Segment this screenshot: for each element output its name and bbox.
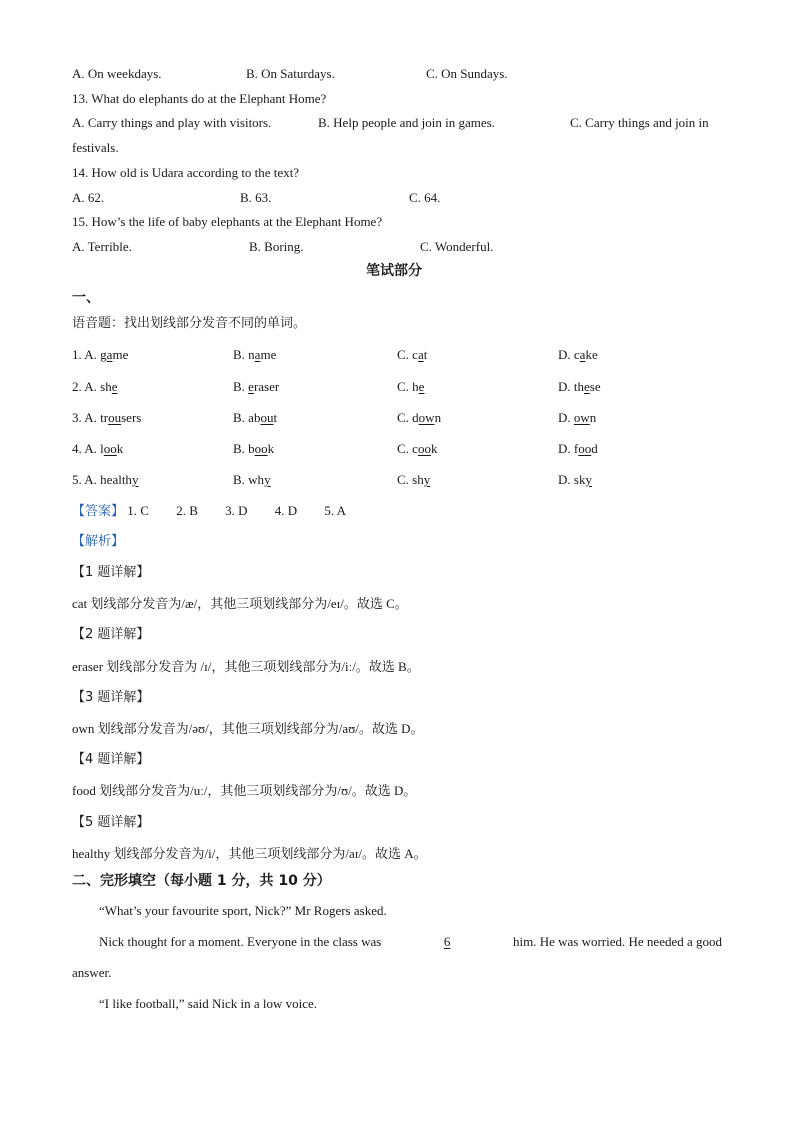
detail-5-text: healthy 划线部分发音为/i/，其他三项划线部分为/aɪ/。故选 A。 <box>72 846 427 861</box>
detail-3-title: 【3 题详解】 <box>72 690 150 705</box>
word-part: health <box>100 472 132 487</box>
phonics-q2-option-b <box>233 379 279 395</box>
phonics-q3-option-c <box>397 410 441 426</box>
detail-2-title: 【2 题详解】 <box>72 627 150 642</box>
phonics-q1-option-c <box>397 347 427 363</box>
word-part: C. h <box>397 379 419 394</box>
q13-option-c: C. Carry things and join in <box>570 115 709 130</box>
underlined-letters: ow <box>418 410 435 425</box>
q14-stem: 14. How old is Udara according to the text? <box>72 165 300 180</box>
underlined-letters: a <box>579 347 586 362</box>
q12-option-a: A. On weekdays. <box>72 66 162 81</box>
part2-paragraph-1: “What’s your favourite sport, Nick?” Mr Rogers asked. <box>99 903 387 918</box>
q14-option-b: B. 63. <box>240 190 272 205</box>
word-part: d <box>591 441 598 456</box>
word-part: D. th <box>558 379 584 394</box>
answer-5: 5. A <box>324 503 347 518</box>
section-title: 笔试部分 <box>366 263 422 279</box>
word-part: t <box>423 347 428 362</box>
phonics-q4-option-c <box>397 441 437 457</box>
word-part: C. d <box>397 410 419 425</box>
part2-title: 二、完形填空（每小题 1 分，共 10 分） <box>72 873 331 889</box>
underlined-letters: e <box>248 379 254 394</box>
underlined-letters: oo <box>103 441 117 456</box>
phonics-q5-option-c <box>397 472 430 488</box>
underlined-letters: oo <box>417 441 431 456</box>
answer-label: 【答案】 <box>72 504 125 519</box>
detail-1-title: 【1 题详解】 <box>72 565 150 580</box>
underlined-letters: a <box>417 347 424 362</box>
phonics-q4-option-b <box>233 441 274 457</box>
word-part: k <box>430 441 438 456</box>
underlined-letters: a <box>254 347 261 362</box>
detail-4-title: 【4 题详解】 <box>72 752 150 767</box>
underlined-letters: e <box>584 379 590 394</box>
phonics-q2-option-c <box>397 379 424 395</box>
phonics-q3-option-a <box>72 410 141 426</box>
q13-option-b: B. Help people and join in games. <box>318 115 495 130</box>
word-part: raser <box>253 379 280 394</box>
word-part: sh <box>100 379 112 394</box>
q15-option-b: B. Boring. <box>249 239 304 254</box>
phonics-q3-option-b <box>233 410 277 426</box>
phonics-q2-option-a <box>72 379 118 395</box>
word-part: C. sh <box>397 472 424 487</box>
word-part: 3. A. <box>72 410 101 425</box>
word-part: B. <box>233 379 249 394</box>
q15-option-a: A. Terrible. <box>72 239 132 254</box>
answer-line <box>72 503 346 520</box>
detail-3-text: own 划线部分发音为/əʊ/，其他三项划线部分为/aʊ/。故选 D。 <box>72 721 424 736</box>
underlined-letters: y <box>585 472 592 487</box>
phonics-q5-option-a <box>72 472 138 488</box>
underlined-letters: e <box>418 379 425 394</box>
blank-6[interactable]: 6 <box>443 934 451 949</box>
word-part: D. c <box>558 347 580 362</box>
phonics-q1-option-d <box>558 347 598 363</box>
word-part: sers <box>121 410 142 425</box>
p2-text-after: him. He was worried. He needed a good <box>512 934 722 949</box>
word-part: 1. A. <box>72 347 101 362</box>
part1-number: 一、 <box>72 290 100 306</box>
word-part: n <box>434 410 442 425</box>
q15-stem: 15. How’s the life of baby elephants at the Elephant Home? <box>72 214 383 229</box>
word-part: D. <box>558 410 574 425</box>
q13-option-c-cont: festivals. <box>72 140 119 155</box>
word-part: g <box>100 347 107 362</box>
underlined-letters: y <box>264 472 271 487</box>
q13-stem: 13. What do elephants do at the Elephant Home? <box>72 91 327 106</box>
underlined-letters: oo <box>254 441 268 456</box>
answer-3: 3. D <box>225 503 248 518</box>
word-part: B. b <box>233 441 255 456</box>
detail-5-title: 【5 题详解】 <box>72 815 150 830</box>
phonics-q5-option-d <box>558 472 592 488</box>
detail-4-text: food 划线部分发音为/uː/，其他三项划线部分为/ʊ/。故选 D。 <box>72 783 417 798</box>
word-part: D. f <box>558 441 579 456</box>
detail-1-text: cat 划线部分发音为/æ/，其他三项划线部分为/eɪ/。故选 C。 <box>72 596 408 611</box>
phonics-q5-option-b <box>233 472 271 488</box>
part2-paragraph-3: “I like football,” said Nick in a low voice. <box>99 996 318 1011</box>
word-part: me <box>260 347 277 362</box>
word-part: 4. A. <box>72 441 101 456</box>
q14-option-c: C. 64. <box>409 190 441 205</box>
answer-1: 1. C <box>127 503 149 518</box>
word-part: l <box>100 441 104 456</box>
phonics-q1-option-a <box>72 347 128 363</box>
word-part: me <box>112 347 129 362</box>
word-part: C. c <box>397 441 418 456</box>
part1-instruction: 语音题：找出划线部分发音不同的单词。 <box>72 316 307 331</box>
answer-2: 2. B <box>176 503 198 518</box>
q12-option-c: C. On Sundays. <box>426 66 508 81</box>
phonics-q4-option-a <box>72 441 123 457</box>
underlined-letters: y <box>423 472 431 487</box>
word-part: se <box>589 379 601 394</box>
word-part: k <box>116 441 124 456</box>
underlined-letters: oo <box>578 441 592 456</box>
phonics-q1-option-b <box>233 347 276 363</box>
word-part: D. sk <box>558 472 586 487</box>
p2-text-before: Nick thought for a moment. Everyone in the class was <box>99 934 382 949</box>
underlined-letters: a <box>106 347 113 362</box>
underlined-letters: e <box>111 379 118 394</box>
word-part: B. wh <box>233 472 265 487</box>
phonics-q3-option-d <box>558 410 596 426</box>
underlined-letters: ou <box>108 410 122 425</box>
word-part: C. c <box>397 347 418 362</box>
phonics-q4-option-d <box>558 441 598 457</box>
q13-option-a: A. Carry things and play with visitors. <box>72 115 272 130</box>
q12-option-b: B. On Saturdays. <box>246 66 335 81</box>
word-part: 2. A. <box>72 379 101 394</box>
underlined-letters: ow <box>573 410 590 425</box>
underlined-letters: ou <box>260 410 274 425</box>
analysis-label: 【解析】 <box>72 534 125 549</box>
word-part: B. n <box>233 347 255 362</box>
word-part: ke <box>585 347 598 362</box>
q14-option-a: A. 62. <box>72 190 105 205</box>
word-part: tr <box>100 410 109 425</box>
word-part: 5. A. <box>72 472 101 487</box>
part2-paragraph-2-cont: answer. <box>72 965 112 980</box>
underlined-letters: y <box>131 472 139 487</box>
word-part: t <box>273 410 278 425</box>
word-part: k <box>267 441 275 456</box>
detail-2-text: eraser 划线部分发音为 /ɪ/，其他三项划线部分为/iː/。故选 B。 <box>72 659 420 674</box>
word-part: B. ab <box>233 410 261 425</box>
answer-4: 4. D <box>274 503 298 518</box>
q15-option-c: C. Wonderful. <box>420 239 494 254</box>
word-part: n <box>589 410 597 425</box>
phonics-q2-option-d <box>558 379 601 395</box>
part2-paragraph-2 <box>99 934 722 950</box>
